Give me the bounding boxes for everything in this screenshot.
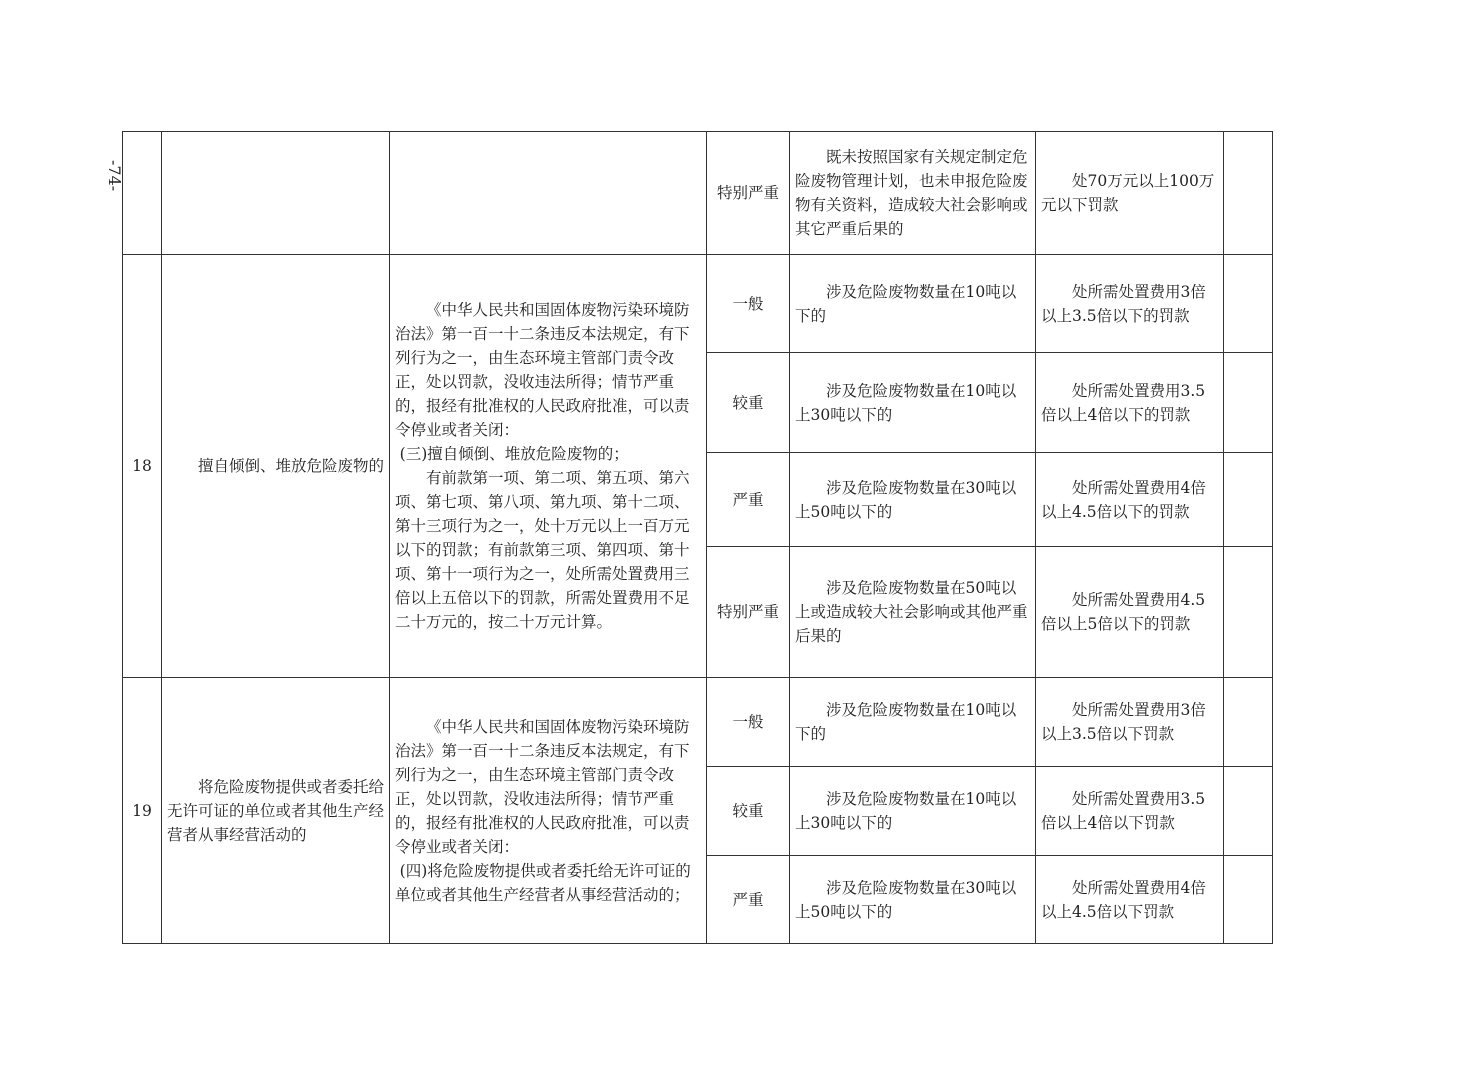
- remarks-cell: [1224, 255, 1273, 353]
- violation-circumstance: 涉及危险废物数量在10吨以上30吨以下的: [790, 767, 1036, 856]
- remarks-cell: [1224, 767, 1273, 856]
- penalty-standard: 处所需处置费用4.5倍以上5倍以下的罚款: [1036, 547, 1224, 678]
- remarks-cell: [1224, 132, 1273, 255]
- penalty-standard: 处所需处置费用3倍以上3.5倍以下的罚款: [1036, 255, 1224, 353]
- illegal-behavior: 将危险废物提供或者委托给无许可证的单位或者其他生产经营者从事经营活动的: [162, 678, 390, 944]
- remarks-cell: [1224, 453, 1273, 547]
- severity-level: 较重: [707, 767, 790, 856]
- illegal-behavior: [162, 132, 390, 255]
- violation-circumstance: 涉及危险废物数量在50吨以上或造成较大社会影响或其他严重后果的: [790, 547, 1036, 678]
- violation-circumstance: 既未按照国家有关规定制定危险废物管理计划，也未申报危险废物有关资料，造成较大社会影响或其它严重后果的: [790, 132, 1036, 255]
- illegal-behavior: 擅自倾倒、堆放危险废物的: [162, 255, 390, 678]
- penalty-standard-table: [122, 131, 1273, 944]
- law-paragraph: 《中华人民共和国固体废物污染环境防治法》第一百一十二条违反本法规定，有下列行为之一，由生态环境主管部门责令改正，处以罚款，没收违法所得；情节严重的，报经有批准权的人民政府批准，可以责令停业或者关闭：: [395, 301, 690, 439]
- remarks-cell: [1224, 353, 1273, 453]
- severity-level: 特别严重: [707, 132, 790, 255]
- penalty-standard: 处70万元以上100万元以下罚款: [1036, 132, 1224, 255]
- severity-level: 严重: [707, 453, 790, 547]
- penalty-standard: 处所需处置费用3.5倍以上4倍以下罚款: [1036, 767, 1224, 856]
- severity-level: 一般: [707, 678, 790, 767]
- violation-circumstance: 涉及危险废物数量在10吨以上30吨以下的: [790, 353, 1036, 453]
- law-paragraph: (三)擅自倾倒、堆放危险废物的；: [399, 445, 629, 463]
- penalty-standard: 处所需处置费用3.5倍以上4倍以下的罚款: [1036, 353, 1224, 453]
- item-number: [123, 132, 162, 255]
- legal-basis: [390, 132, 707, 255]
- legal-basis: [390, 255, 707, 678]
- page-number: -74-: [105, 160, 124, 192]
- table-row: [123, 255, 1273, 353]
- severity-level: 一般: [707, 255, 790, 353]
- remarks-cell: [1224, 547, 1273, 678]
- penalty-standard: 处所需处置费用4倍以上4.5倍以下的罚款: [1036, 453, 1224, 547]
- violation-circumstance: 涉及危险废物数量在30吨以上50吨以下的: [790, 453, 1036, 547]
- severity-level: 较重: [707, 353, 790, 453]
- item-number: 18: [123, 255, 162, 678]
- remarks-cell: [1224, 678, 1273, 767]
- violation-circumstance: 涉及危险废物数量在30吨以上50吨以下的: [790, 856, 1036, 944]
- severity-level: 严重: [707, 856, 790, 944]
- table-row: [123, 678, 1273, 767]
- law-paragraph: 有前款第一项、第二项、第五项、第六项、第七项、第八项、第九项、第十二项、第十三项行为之一，处十万元以上一百万元以下的罚款；有前款第三项、第四项、第十项、第十一项行为之一，处所需处置费用三倍以上五倍以下的罚款，所需处置费用不足二十万元的，按二十万元计算。: [395, 469, 690, 631]
- remarks-cell: [1224, 856, 1273, 944]
- item-number: 19: [123, 678, 162, 944]
- legal-basis: [390, 678, 707, 944]
- table-row: [123, 132, 1273, 255]
- law-paragraph: 《中华人民共和国固体废物污染环境防治法》第一百一十二条违反本法规定，有下列行为之一，由生态环境主管部门责令改正，处以罚款，没收违法所得；情节严重的，报经有批准权的人民政府批准，可以责令停业或者关闭：: [395, 717, 690, 856]
- violation-circumstance: 涉及危险废物数量在10吨以下的: [790, 678, 1036, 767]
- penalty-standard: 处所需处置费用4倍以上4.5倍以下罚款: [1036, 856, 1224, 944]
- violation-circumstance: 涉及危险废物数量在10吨以下的: [790, 255, 1036, 353]
- penalty-standard: 处所需处置费用3倍以上3.5倍以下罚款: [1036, 678, 1224, 767]
- law-paragraph: (四)将危险废物提供或者委托给无许可证的单位或者其他生产经营者从事经营活动的；: [395, 861, 691, 904]
- severity-level: 特别严重: [707, 547, 790, 678]
